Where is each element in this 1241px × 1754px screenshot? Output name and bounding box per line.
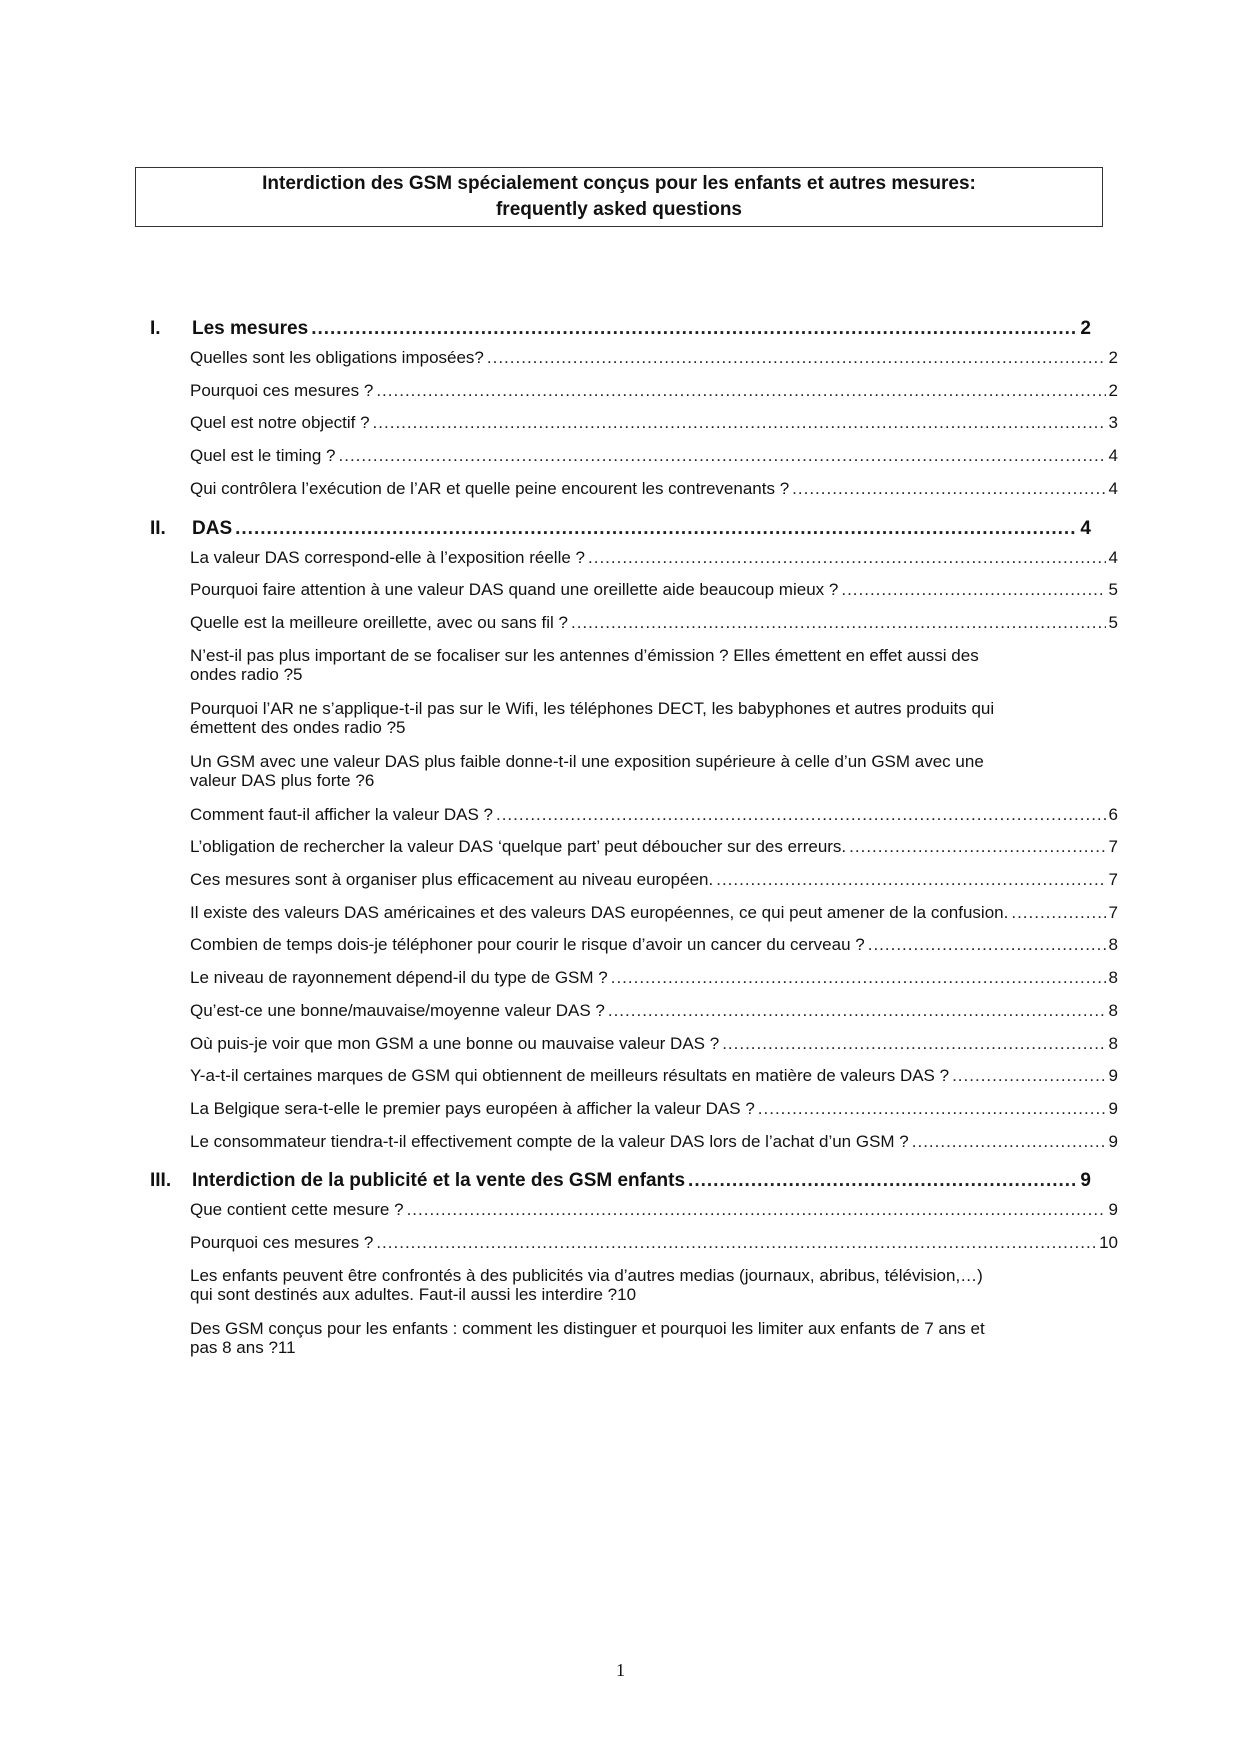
toc-entry-label-continued xyxy=(190,665,1118,684)
toc-page-number: 10 xyxy=(1099,1233,1118,1252)
toc-leader-dots xyxy=(716,870,1105,890)
toc-section-label: Interdiction de la publicité et la vente des GSM enfants xyxy=(192,1170,686,1192)
toc-entry-label: Qu’est-ce une bonne/mauvaise/moyenne valeur DAS ? xyxy=(190,1000,605,1020)
toc-leader-dots xyxy=(688,1170,1077,1192)
toc-page-number: 7 xyxy=(1108,837,1118,857)
toc-entry-label: Pourquoi l’AR ne s’applique-t-il pas sur le Wifi, les téléphones DECT, les babyphones et autres produits qui xyxy=(190,698,995,718)
toc-entry-label-continued xyxy=(190,1338,1118,1357)
toc-entry-label: Combien de temps dois-je téléphoner pour courir le risque d’avoir un cancer du cerveau ? xyxy=(190,935,865,955)
toc-page-number: 2 xyxy=(1080,318,1091,339)
toc-page-number: 8 xyxy=(1108,1000,1118,1020)
toc-leader-dots xyxy=(311,318,1077,340)
toc-leader-dots xyxy=(496,805,1106,825)
toc-entry-link[interactable] xyxy=(190,479,1118,499)
toc-leader-dots xyxy=(571,613,1106,633)
toc-entry-label: Que contient cette mesure ? xyxy=(190,1200,404,1220)
toc-section-row[interactable] xyxy=(150,318,1091,340)
toc-leader-dots xyxy=(841,580,1105,600)
toc-page-number: 5 xyxy=(1108,612,1118,632)
toc-entry-label: Pourquoi ces mesures ? xyxy=(190,1233,374,1252)
document-title-line1: Interdiction des GSM spécialement conçus pour les enfants et autres mesures: xyxy=(262,173,976,194)
toc-page-number: 4 xyxy=(1108,478,1118,498)
toc-page-number: 9 xyxy=(1108,1066,1118,1086)
toc-leader-dots xyxy=(608,1001,1106,1021)
toc-entry-link[interactable] xyxy=(190,413,1118,433)
toc-page-number: 5 xyxy=(293,664,303,684)
toc-entry-label: Un GSM avec une valeur DAS plus faible donne-t-il une exposition supérieure à celle d’un GSM avec une xyxy=(190,751,984,771)
toc-section-row[interactable] xyxy=(150,518,1091,540)
toc-section-row[interactable] xyxy=(150,1170,1091,1192)
toc-entry-label: Qui contrôlera l’exécution de l’AR et quelle peine encourent les contrevenants ? xyxy=(190,478,790,498)
toc-entry-label: Le niveau de rayonnement dépend-il du type de GSM ? xyxy=(190,968,608,988)
toc-leader-dots xyxy=(868,935,1106,955)
toc-entry-label: Quel est notre objectif ? xyxy=(190,413,370,433)
toc-leader-dots xyxy=(952,1066,1105,1086)
toc-page-number: 2 xyxy=(1108,380,1118,400)
toc-page-number: 5 xyxy=(1108,580,1118,600)
toc-section-number: III. xyxy=(150,1170,172,1192)
toc-entry-link[interactable] xyxy=(190,1034,1118,1054)
toc-entry-label: Pourquoi faire attention à une valeur DAS quand une oreillette aide beaucoup mieux ? xyxy=(190,580,839,600)
toc-entry-label: pas 8 ans ? xyxy=(190,1337,278,1357)
toc-entry-link[interactable] xyxy=(190,446,1118,466)
toc-entry-label: Le consommateur tiendra-t-il effectivement compte de la valeur DAS lors de l’achat d’un GSM ? xyxy=(190,1131,909,1151)
toc-page-number: 9 xyxy=(1108,1131,1118,1151)
toc-entry-label: L’obligation de rechercher la valeur DAS ‘quelque part’ peut déboucher sur des erreurs. xyxy=(190,837,847,857)
toc-entry-label: Il existe des valeurs DAS américaines et des valeurs DAS européennes, ce qui peut amener de la confusion. xyxy=(190,902,1009,922)
toc-leader-dots xyxy=(373,413,1106,433)
toc-leader-dots xyxy=(849,837,1105,857)
toc-entry-link[interactable] xyxy=(190,935,1118,955)
toc-entry-link[interactable] xyxy=(190,548,1118,568)
toc-page-number: 7 xyxy=(1108,902,1118,922)
toc-entry-label-continued xyxy=(190,1285,1118,1304)
toc-entry-label: Ces mesures sont à organiser plus efficacement au niveau européen. xyxy=(190,870,714,889)
toc-entry-label-continued xyxy=(190,771,1118,790)
toc-entry-label: qui sont destinés aux adultes. Faut-il aussi les interdire ? xyxy=(190,1284,618,1304)
toc-entry-label: Quel est le timing ? xyxy=(190,446,336,466)
toc-page-number: 4 xyxy=(1108,446,1118,466)
toc-entry-link[interactable] xyxy=(190,381,1118,401)
toc-leader-dots xyxy=(339,446,1106,466)
toc-entry-label: Quelle est la meilleure oreillette, avec ou sans fil ? xyxy=(190,612,568,632)
toc-entry-link[interactable] xyxy=(190,903,1118,923)
toc-entry-label: Pourquoi ces mesures ? xyxy=(190,380,374,400)
toc-entry-label: Où puis-je voir que mon GSM a une bonne ou mauvaise valeur DAS ? xyxy=(190,1033,720,1053)
toc-leader-dots xyxy=(588,548,1106,568)
toc-page-number: 6 xyxy=(1108,804,1118,824)
toc-leader-dots xyxy=(912,1132,1106,1152)
document-title-box xyxy=(135,167,1103,227)
toc-page-number: 11 xyxy=(277,1337,296,1357)
toc-leader-dots xyxy=(1011,903,1105,923)
toc-entry-link[interactable] xyxy=(190,1001,1118,1021)
toc-entry-label: Comment faut-il afficher la valeur DAS ? xyxy=(190,804,493,824)
toc-entry-link[interactable] xyxy=(190,968,1118,988)
toc-entry-label: La valeur DAS correspond-elle à l’exposition réelle ? xyxy=(190,547,585,567)
toc-section-label: Les mesures xyxy=(192,318,309,339)
toc-page-number: 5 xyxy=(396,717,406,737)
toc-entry-label: N’est-il pas plus important de se focaliser sur les antennes d’émission ? Elles émettent en effet aussi des xyxy=(190,645,979,665)
toc-page-number: 3 xyxy=(1108,413,1118,433)
toc-leader-dots xyxy=(722,1034,1105,1054)
toc-page-number: 10 xyxy=(617,1284,637,1304)
toc-leader-dots xyxy=(407,1200,1106,1220)
toc-entry-label-continued xyxy=(190,718,1118,737)
toc-page-number: 7 xyxy=(1108,870,1118,889)
toc-entry-label: valeur DAS plus forte ? xyxy=(190,770,365,790)
toc-entry-link[interactable] xyxy=(190,1132,1118,1152)
toc-entry-link[interactable] xyxy=(190,870,1118,890)
toc-entry-label: Y-a-t-il certaines marques de GSM qui obtiennent de meilleurs résultats en matière de valeurs DAS ? xyxy=(190,1066,950,1086)
toc-entry-link[interactable] xyxy=(190,699,1118,737)
toc-entry-label: Quelles sont les obligations imposées? xyxy=(190,348,484,367)
toc-entry-link[interactable] xyxy=(190,646,1118,684)
toc-entry-link[interactable] xyxy=(190,1319,1118,1357)
toc-entry-label: Les enfants peuvent être confrontés à des publicités via d’autres medias (journaux, abribus, télévision,…) xyxy=(190,1265,983,1285)
document-title-line2: frequently asked questions xyxy=(495,199,742,220)
toc-entry-link[interactable] xyxy=(190,1066,1118,1086)
toc-page-number: 6 xyxy=(364,770,375,790)
toc-page-number: 8 xyxy=(1108,1033,1118,1053)
toc-entry-link[interactable] xyxy=(190,1233,1118,1253)
toc-leader-dots xyxy=(235,518,1077,540)
toc-page-number: 9 xyxy=(1108,1098,1118,1118)
toc-entry-link[interactable] xyxy=(190,1200,1118,1220)
toc-entry-link[interactable] xyxy=(190,805,1118,825)
toc-page-number: 8 xyxy=(1108,968,1118,988)
toc-page-number: 9 xyxy=(1080,1170,1091,1192)
toc-page-number: 4 xyxy=(1080,517,1091,539)
toc-page-number: 2 xyxy=(1108,348,1118,367)
toc-entry-link[interactable] xyxy=(190,837,1118,857)
toc-entry-link[interactable] xyxy=(190,752,1118,790)
toc-page-number: 8 xyxy=(1108,935,1118,955)
toc-leader-dots xyxy=(376,381,1105,401)
toc-section-number: I. xyxy=(150,318,161,339)
toc-entry-link[interactable] xyxy=(190,580,1118,600)
toc-entry-label: Des GSM conçus pour les enfants : comment les distinguer et pourquoi les limiter aux enfants de 7 ans et xyxy=(190,1318,985,1338)
toc-entry-link[interactable] xyxy=(190,1266,1118,1304)
toc-page-number: 9 xyxy=(1108,1200,1118,1220)
toc-entry-label: émettent des ondes radio ? xyxy=(190,717,397,737)
toc-entry-label: La Belgique sera-t-elle le premier pays européen à afficher la valeur DAS ? xyxy=(190,1098,755,1118)
toc-entry-link[interactable] xyxy=(190,613,1118,633)
toc-entry-link[interactable] xyxy=(190,1099,1118,1119)
toc-leader-dots xyxy=(792,479,1105,499)
toc-section-label: DAS xyxy=(192,517,233,539)
toc-section-number: II. xyxy=(150,517,166,539)
toc-entry-label: ondes radio ? xyxy=(190,664,294,684)
toc-leader-dots xyxy=(376,1233,1096,1253)
toc-entry-link[interactable] xyxy=(190,348,1118,368)
page-number: 1 xyxy=(616,1660,625,1680)
toc-leader-dots xyxy=(487,348,1106,368)
toc-leader-dots xyxy=(611,968,1106,988)
toc-page-number: 4 xyxy=(1108,547,1118,567)
toc-leader-dots xyxy=(758,1099,1106,1119)
